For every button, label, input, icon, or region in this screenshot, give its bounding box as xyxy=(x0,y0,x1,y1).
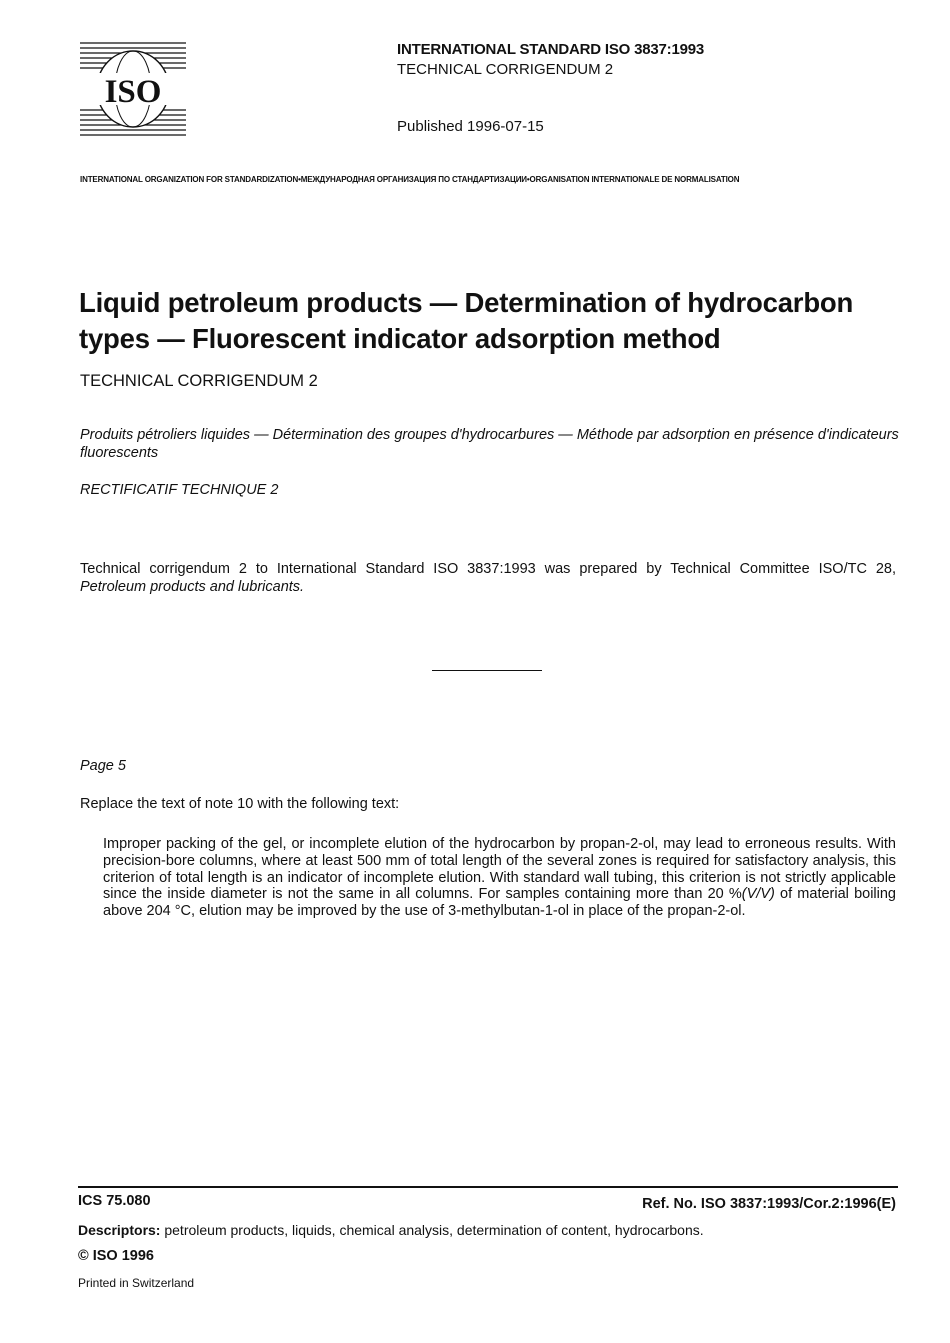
french-title: Produits pétroliers liquides — Détermination des groupes d'hydrocarbures — Méthode par adsorption en présence d'indicateurs fluorescents xyxy=(80,427,899,461)
ics-code: ICS 75.080 xyxy=(78,1193,151,1209)
copyright: © ISO 1996 xyxy=(78,1248,154,1264)
document-title: Liquid petroleum products — Determination of hydrocarbon types — Fluorescent indicator adsorption method xyxy=(79,287,854,354)
replacement-note xyxy=(103,836,896,920)
intro-paragraph xyxy=(80,560,896,596)
page-reference: Page 5 xyxy=(80,758,126,774)
corrigendum-header: TECHNICAL CORRIGENDUM 2 xyxy=(397,61,614,78)
note-unit: (V/V) xyxy=(741,886,775,903)
intro-committee: Petroleum products and lubricants. xyxy=(80,579,305,595)
descriptors-label: Descriptors: xyxy=(78,1222,161,1238)
intro-text: Technical corrigendum 2 to International Standard ISO 3837:1993 was prepared by Technical Committee ISO/TC 28, xyxy=(80,561,896,577)
descriptors xyxy=(78,1222,704,1238)
technical-corrigendum-label: TECHNICAL CORRIGENDUM 2 xyxy=(80,372,318,390)
french-rectificatif: RECTIFICATIF TECHNIQUE 2 xyxy=(80,482,279,498)
descriptors-value: petroleum products, liquids, chemical analysis, determination of content, hydrocarbons. xyxy=(160,1222,704,1238)
iso-logo-text: ISO xyxy=(104,74,162,110)
published-date: Published 1996-07-15 xyxy=(397,118,544,135)
separator-rule xyxy=(432,670,542,671)
organization-line: INTERNATIONAL ORGANIZATION FOR STANDARDIZATION•МЕЖДУНАРОДНАЯ ОРГАНИЗАЦИЯ ПО СТАНДАРТИЗАЦИИ•ORGANISATION INTERNATIONALE DE NORMALISATION xyxy=(80,175,740,184)
reference-number: Ref. No. ISO 3837:1993/Cor.2:1996(E) xyxy=(642,1196,896,1212)
replace-instruction: Replace the text of note 10 with the following text: xyxy=(80,796,400,812)
printed-in: Printed in Switzerland xyxy=(78,1276,195,1290)
iso-logo xyxy=(80,40,186,138)
note-text-before: Improper packing of the gel, or incomplete elution of the hydrocarbon by propan-2-ol, may lead to erroneous results. With precision-bore columns, where at least 500 mm of total length of the several zones is required for satisfactory analysis, this criterion of total length is an indicator of incomplete elution. With standard wall tubing, this criterion is not strictly applicable since the inside diameter is not the same in all columns. For samples containing more than 20 % xyxy=(103,836,896,903)
note-text-after: of material boiling above 204 °C, elution may be improved by the use of 3-methylbutan-1-ol in place of the propan-2-ol. xyxy=(103,886,896,920)
standard-title: INTERNATIONAL STANDARD ISO 3837:1993 xyxy=(397,41,705,58)
footer-rule xyxy=(78,1186,898,1188)
